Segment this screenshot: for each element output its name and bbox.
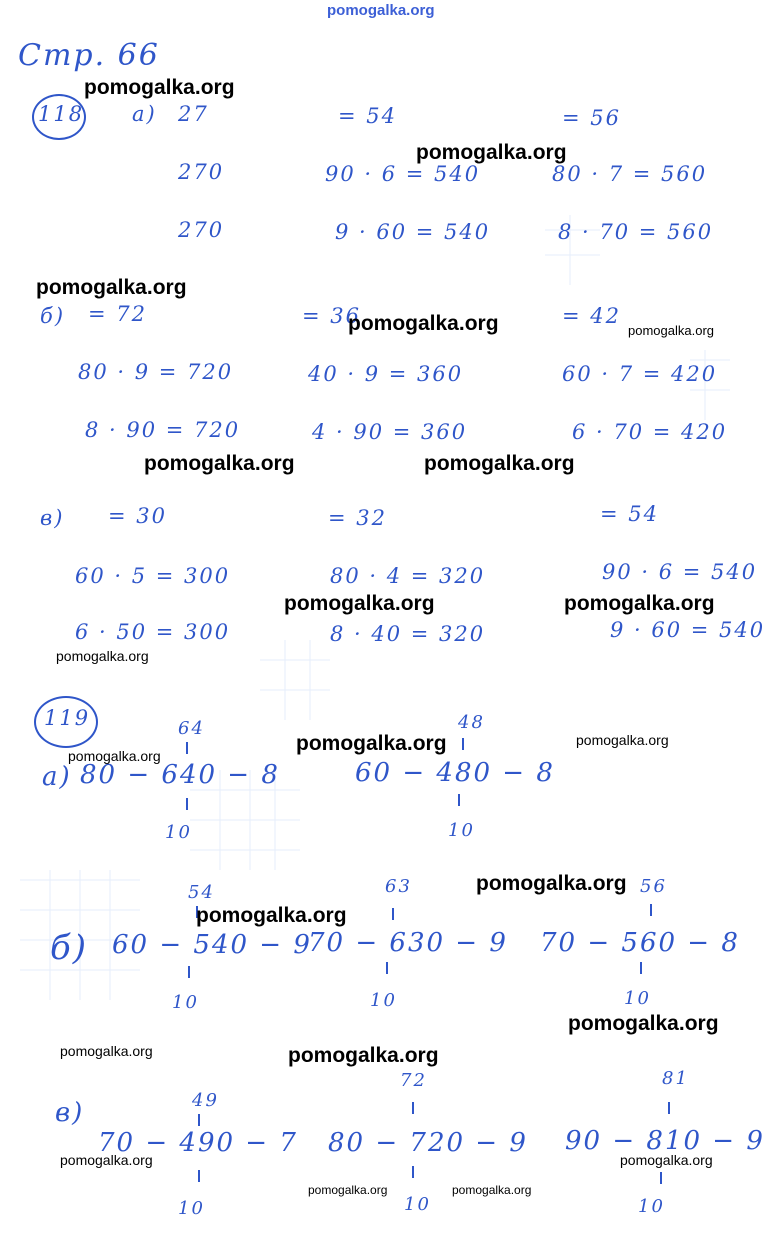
ex119-a-chain2-tick-bottom (458, 794, 460, 806)
ex119-v-chain2-top: 72 (400, 1070, 427, 1091)
watermark: pomogalka.org (60, 1043, 153, 1059)
exercise-119-number: 119 (44, 706, 91, 730)
ex119-a-chain1-top: 64 (178, 718, 205, 739)
ex119-b-chain3-bottom: 10 (624, 988, 651, 1009)
ex118-b-c1-r2: 80 · 9 = 720 (78, 360, 234, 384)
ex119-b-chain2-tick-top (392, 908, 394, 920)
ex119-b-chain1-tick-bottom (188, 966, 190, 978)
ex118-a-c2-r2: 90 · 6 = 540 (325, 162, 481, 186)
ex119-v-chain3-tick-top (668, 1102, 670, 1114)
ex119-a-chain2-expr: 60 − 480 − 8 (355, 758, 555, 788)
watermark: pomogalka.org (60, 1152, 153, 1168)
ex118-a-c2-r1: = 54 (338, 104, 397, 128)
watermark: pomogalka.org (284, 592, 435, 615)
exercise-118-number: 118 (38, 102, 85, 126)
ex119-b-chain3-tick-bottom (640, 962, 642, 974)
ex119-v-chain1-top: 49 (192, 1090, 219, 1111)
ex119-a-chain2-top: 48 (458, 712, 485, 733)
ex119-b-chain2-top: 63 (385, 876, 412, 897)
watermark: pomogalka.org (36, 276, 187, 299)
ex119-b-chain2-bottom: 10 (370, 990, 397, 1011)
ex119-b-chain3-expr: 70 − 560 − 8 (540, 928, 740, 958)
ex118-v-c1-r3: 6 · 50 = 300 (75, 620, 231, 644)
ex119-v-chain2-bottom: 10 (404, 1194, 431, 1215)
ex118-v-c2-r2: 80 · 4 = 320 (330, 564, 486, 588)
watermark: pomogalka.org (56, 648, 149, 664)
ex118-b-c2-r1: = 36 (302, 304, 361, 328)
ex118-v-c1-r2: 60 · 5 = 300 (75, 564, 231, 588)
watermark: pomogalka.org (68, 748, 161, 764)
ex119-b-chain3-top: 56 (640, 876, 667, 897)
ex119-v-chain3-bottom: 10 (638, 1196, 665, 1217)
ex118-v-c2-r3: 8 · 40 = 320 (330, 622, 486, 646)
ex118-a-c3-r2: 80 · 7 = 560 (552, 162, 708, 186)
ex119-v-chain3-expr: 90 − 810 − 9 (565, 1126, 765, 1156)
ex118-b-c2-r3: 4 · 90 = 360 (312, 420, 468, 444)
ex119-b-chain1-bottom: 10 (172, 992, 199, 1013)
ex119-v-chain1-bottom: 10 (178, 1198, 205, 1219)
ex119-b-chain1-top: 54 (188, 882, 215, 903)
ex119-a-chain1-tick-top (186, 742, 188, 754)
watermark: pomogalka.org (476, 872, 627, 895)
ex118-b-c3-r2: 60 · 7 = 420 (562, 362, 718, 386)
watermark: pomogalka.org (576, 732, 669, 748)
watermark: pomogalka.org (348, 312, 499, 335)
ex119-b-chain1-expr: 60 − 540 − 9 (112, 930, 312, 960)
watermark: pomogalka.org (84, 76, 235, 99)
watermark: pomogalka.org (296, 732, 447, 755)
ex119-v-chain1-tick-top (198, 1114, 200, 1126)
ex118-b-c3-r1: = 42 (562, 304, 621, 328)
ex119-v-chain1-expr: 70 − 490 − 7 (98, 1128, 298, 1158)
watermark: pomogalka.org (568, 1012, 719, 1035)
ex119-v-chain3-tick-bottom (660, 1172, 662, 1184)
ex119-b-chain2-tick-bottom (386, 962, 388, 974)
ex118-a-c1-r3: 270 (178, 218, 225, 242)
page-title: Стр. 66 (18, 38, 160, 73)
ex119-v-chain2-tick-top (412, 1102, 414, 1114)
ex119-a-chain1-expr: 80 − 640 − 8 (80, 760, 280, 790)
ex118-v-c3-r2: 90 · 6 = 540 (602, 560, 758, 584)
ex119-v-label: в) (55, 1098, 85, 1128)
ex119-b-label: б) (50, 928, 89, 968)
ex119-v-chain2-tick-bottom (412, 1166, 414, 1178)
watermark: pomogalka.org (452, 1183, 532, 1197)
watermark: pomogalka.org (144, 452, 295, 475)
ex119-a-chain2-tick-top (462, 738, 464, 750)
ex119-v-chain1-tick-bottom (198, 1170, 200, 1182)
ex118-a-c2-r3: 9 · 60 = 540 (335, 220, 491, 244)
ex118-b-c3-r3: 6 · 70 = 420 (572, 420, 728, 444)
ex118-b-c2-r2: 40 · 9 = 360 (308, 362, 464, 386)
watermark: pomogalka.org (628, 323, 714, 338)
watermark: pomogalka.org (288, 1044, 439, 1067)
ex118-b-label: б) (40, 304, 66, 328)
ex119-a-chain2-bottom: 10 (448, 820, 475, 841)
ex119-a-label: а) (42, 762, 72, 792)
ex119-v-chain3-top: 81 (662, 1068, 689, 1089)
watermark: pomogalka.org (308, 1183, 388, 1197)
ex118-a-c1-r1: 27 (178, 102, 209, 126)
ex119-a-chain1-tick-bottom (186, 798, 188, 810)
ex119-a-chain1-bottom: 10 (165, 822, 192, 843)
ex118-a-c3-r1: = 56 (562, 106, 621, 130)
watermark-top: pomogalka.org (327, 2, 435, 19)
ex118-v-c3-r1: = 54 (600, 502, 659, 526)
ex118-a-c3-r3: 8 · 70 = 560 (558, 220, 714, 244)
ex119-v-chain2-expr: 80 − 720 − 9 (328, 1128, 528, 1158)
watermark: pomogalka.org (416, 141, 567, 164)
ex119-b-chain2-expr: 70 − 630 − 9 (308, 928, 508, 958)
ex118-v-label: в) (40, 506, 65, 530)
ex118-a-c1-r2: 270 (178, 160, 225, 184)
ex118-v-c2-r1: = 32 (328, 506, 387, 530)
ex118-v-c3-r3: 9 · 60 = 540 (610, 618, 766, 642)
ex118-a-label: а) (132, 102, 157, 126)
watermark: pomogalka.org (424, 452, 575, 475)
watermark: pomogalka.org (564, 592, 715, 615)
ex118-v-c1-r1: = 30 (108, 504, 167, 528)
watermark: pomogalka.org (196, 904, 347, 927)
ex118-b-c1-r3: 8 · 90 = 720 (85, 418, 241, 442)
watermark: pomogalka.org (620, 1152, 713, 1168)
ex118-b-c1-r1: = 72 (88, 302, 147, 326)
ex119-b-chain3-tick-top (650, 904, 652, 916)
